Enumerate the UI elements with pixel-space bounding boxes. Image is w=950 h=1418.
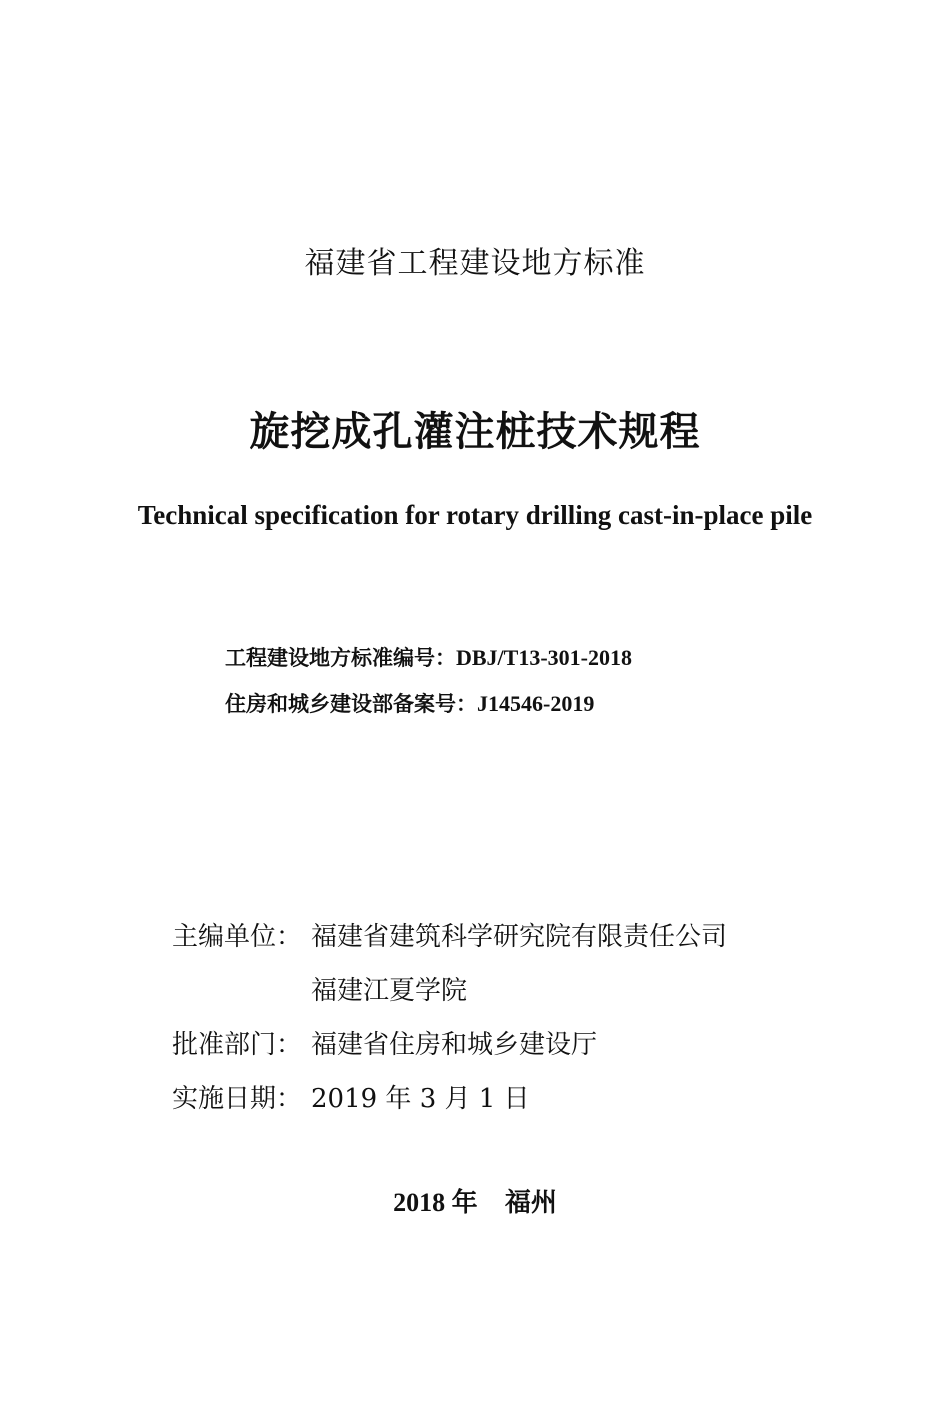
series-title: 福建省工程建设地方标准 <box>304 246 646 281</box>
effective-date-label: 实施日期： <box>172 1084 303 1114</box>
standard-code-label: 工程建设地方标准编号： <box>225 645 456 670</box>
standard-code-line <box>225 642 632 672</box>
document-title-chinese: 旋挖成孔灌注桩技术规程 <box>249 408 701 455</box>
effective-date-value: 2019 年 3 月 1 日 <box>311 1084 530 1114</box>
document-title-english: Technical specification for rotary drilling cast-in-place pile <box>137 500 813 530</box>
record-code-label: 住房和城乡建设部备案号： <box>225 691 477 716</box>
chief-editor-1: 福建省建筑科学研究院有限责任公司 <box>311 922 728 952</box>
approving-dept-value: 福建省住房和城乡建设厅 <box>311 1030 598 1060</box>
record-code-value: J14546-2019 <box>477 691 595 716</box>
standard-code-value: DBJ/T13-301-2018 <box>456 645 632 670</box>
chief-editor-2: 福建江夏学院 <box>311 976 468 1006</box>
footer-city: 福州 <box>504 1188 557 1218</box>
approving-dept-label: 批准部门： <box>172 1030 303 1060</box>
chief-editors-label: 主编单位： <box>172 922 303 952</box>
footer-year: 2018 年 <box>393 1188 478 1217</box>
record-code-line <box>225 688 594 718</box>
footer-imprint <box>0 1182 950 1219</box>
